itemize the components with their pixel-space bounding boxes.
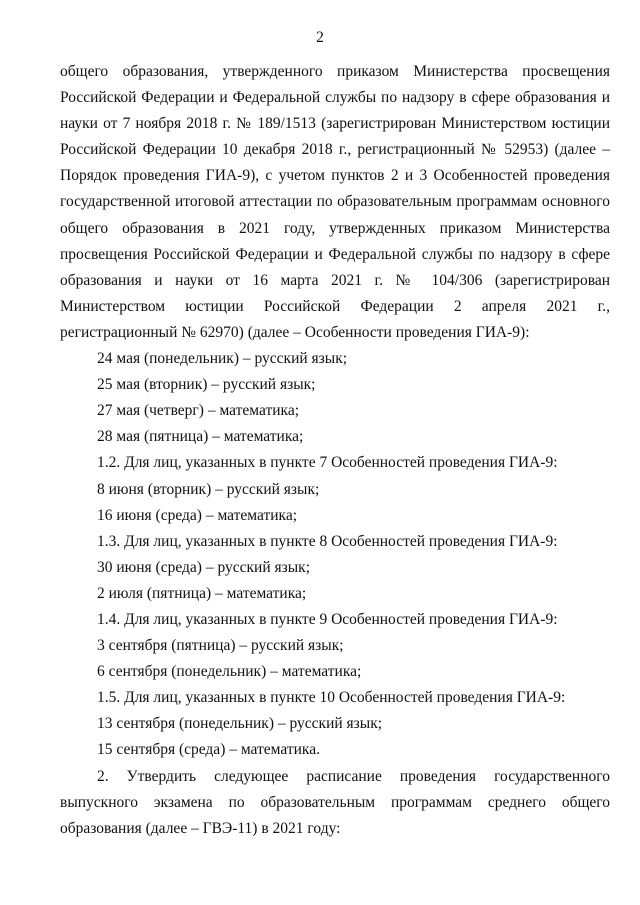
document-body <box>60 59 610 842</box>
schedule-item: 2 июля (пятница) – математика; <box>97 584 307 602</box>
schedule-item: 25 мая (вторник) – русский язык; <box>97 376 316 394</box>
schedule-item: 28 мая (пятница) – математика; <box>97 428 304 446</box>
schedule-item: 6 сентября (понедельник) – математика; <box>97 663 362 681</box>
schedule-item: 30 июня (среда) – русский язык; <box>97 558 310 576</box>
schedule-item: 13 сентября (понедельник) – русский язык; <box>97 715 383 733</box>
section-2-paragraph: 2. Утвердить следующее расписание проведения государственного выпускного экзамена по образовательным программам среднего общего образования (далее – ГВЭ-11) в 2021 году: <box>60 767 610 837</box>
section-heading-1-3: 1.3. Для лиц, указанных в пункте 8 Особенностей проведения ГИА-9: <box>97 532 558 550</box>
section-heading-1-2: 1.2. Для лиц, указанных в пункте 7 Особенностей проведения ГИА-9: <box>97 454 558 472</box>
schedule-item: 15 сентября (среда) – математика. <box>97 741 320 759</box>
schedule-item: 16 июня (среда) – математика; <box>97 506 298 524</box>
intro-paragraph: общего образования, утвержденного приказом Министерства просвещения Российской Федерации и Федеральной службы по надзору в сфере образования и науки от 7 ноября 2018 г. № 189/1513 (зарегистрирован Министерством юстиции Российской Федерации 10 декабря 2018 г., регистрационный № 52953) (далее – Порядок проведения ГИА-9), с учетом пунктов 2 и 3 Особенностей проведения государственной итоговой аттестации по образовательным программам основного общего образования в 2021 году, утвержденных приказом Министерства просвещения Российской Федерации и Федеральной службы по надзору в сфере образования и науки от 16 марта 2021 г. № 104/306 (зарегистрирован Министерством юстиции Российской Федерации 2 апреля 2021 г., регистрационный № 62970) (далее – Особенности проведения ГИА-9): <box>60 63 610 341</box>
schedule-item: 3 сентября (пятница) – русский язык; <box>97 637 344 655</box>
schedule-item: 24 мая (понедельник) – русский язык; <box>97 350 348 368</box>
section-heading-1-5: 1.5. Для лиц, указанных в пункте 10 Особенностей проведения ГИА-9: <box>97 689 566 707</box>
page-number: 2 <box>316 29 324 46</box>
schedule-item: 8 июня (вторник) – русский язык; <box>97 480 320 498</box>
schedule-item: 27 мая (четверг) – математика; <box>97 402 300 420</box>
section-heading-1-4: 1.4. Для лиц, указанных в пункте 9 Особенностей проведения ГИА-9: <box>97 610 558 628</box>
